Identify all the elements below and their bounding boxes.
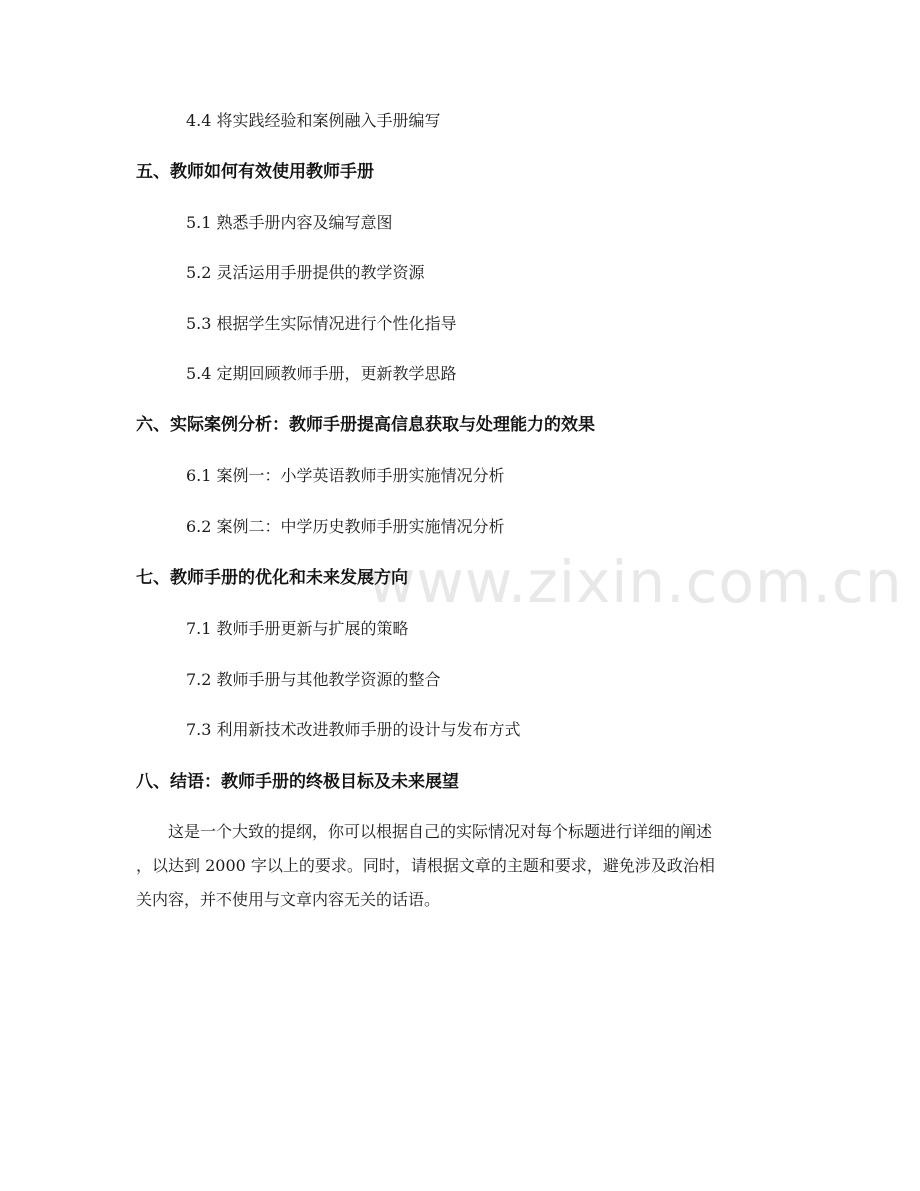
outline-item-6-1: 6.1 案例一：小学英语教师手册实施情况分析 <box>186 466 505 485</box>
outline-item-7-2: 7.2 教师手册与其他教学资源的整合 <box>186 670 441 689</box>
outline-item-5-3: 5.3 根据学生实际情况进行个性化指导 <box>186 314 457 333</box>
outline-item-5-4: 5.4 定期回顾教师手册，更新教学思路 <box>186 364 457 383</box>
section-heading-7: 七、教师手册的优化和未来发展方向 <box>136 568 408 588</box>
outline-item-4-4: 4.4 将实践经验和案例融入手册编写 <box>186 111 441 130</box>
section-heading-6: 六、实际案例分析：教师手册提高信息获取与处理能力的效果 <box>136 415 595 435</box>
closing-paragraph-line-3: 关内容，并不使用与文章内容无关的话语。 <box>136 890 441 909</box>
outline-item-5-2: 5.2 灵活运用手册提供的教学资源 <box>186 263 425 282</box>
closing-paragraph <box>136 815 786 917</box>
outline-item-5-1: 5.1 熟悉手册内容及编写意图 <box>186 213 393 232</box>
closing-paragraph-line-2: ，以达到 2000 字以上的要求。同时，请根据文章的主题和要求，避免涉及政治相 <box>136 856 715 875</box>
section-heading-5: 五、教师如何有效使用教师手册 <box>136 162 374 182</box>
watermark: www.zixin.com.cn <box>368 548 903 616</box>
outline-item-7-1: 7.1 教师手册更新与扩展的策略 <box>186 619 409 638</box>
closing-paragraph-line-1: 这是一个大致的提纲，你可以根据自己的实际情况对每个标题进行详细的阐述 <box>168 822 713 841</box>
outline-item-6-2: 6.2 案例二：中学历史教师手册实施情况分析 <box>186 517 505 536</box>
section-heading-8: 八、结语：教师手册的终极目标及未来展望 <box>136 772 459 792</box>
outline-item-7-3: 7.3 利用新技术改进教师手册的设计与发布方式 <box>186 720 521 739</box>
